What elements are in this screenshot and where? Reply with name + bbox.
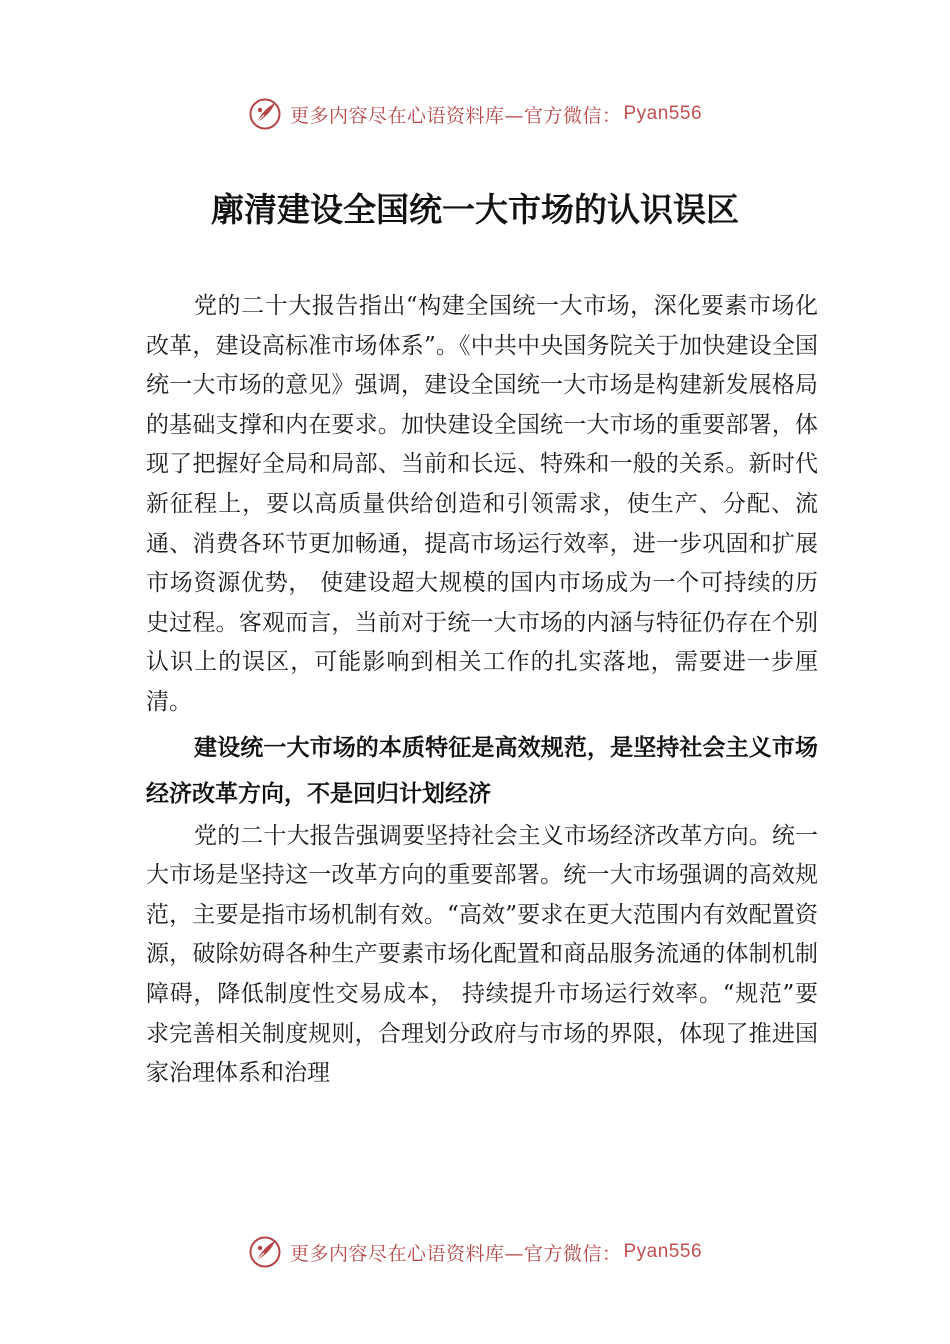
watermark-wechat-id: Pyan556 <box>623 103 703 124</box>
watermark-text: 更多内容尽在心语资料库—官方微信： <box>289 1242 622 1265</box>
section-heading: 建设统一大市场的本质特征是高效规范，是坚持社会主义市场经济改革方向，不是回归计划经济 <box>146 734 818 807</box>
document-title: 廓清建设全国统一大市场的认识误区 <box>211 190 739 229</box>
document-body <box>146 287 818 1094</box>
quill-logo-icon <box>248 97 282 131</box>
quill-logo-icon <box>248 1235 282 1269</box>
intro-paragraph: 党的二十大报告指出“构建全国统一大市场，深化要素市场化改革，建设高标准市场体系”。《中共中央国务院关于加快建设全国统一大市场的意见》强调，建设全国统一大市场是构建新发展格局的基础支撑和内在要求。加快建设全国统一大市场的重要部署，体现了把握好全局和局部、当前和长远、特殊和一般的关系。新时代新征程上，要以高质量供给创造和引领需求，使生产、分配、流通、消费各环节更加畅通，提高市场运行效率，进一步巩固和扩展市场资源优势， 使建设超大规模的国内市场成为一个可持续的历史过程。客观而言，当前对于统一大市场的内涵与特征仍存在个别认识上的误区，可能影响到相关工作的扎实落地，需要进一步厘清。 <box>146 293 818 715</box>
section-paragraph: 党的二十大报告强调要坚持社会主义市场经济改革方向。统一大市场是坚持这一改革方向的重要部署。统一大市场强调的高效规范，主要是指市场机制有效。“高效”要求在更大范围内有效配置资源，破除妨碍各种生产要素市场化配置和商品服务流通的体制机制障碍，降低制度性交易成本， 持续提升市场运行效率。“规范”要求完善相关制度规则，合理划分政府与市场的界限，体现了推进国家治理体系和治理 <box>146 822 818 1087</box>
footer-watermark <box>0 1232 950 1272</box>
watermark-text: 更多内容尽在心语资料库—官方微信： <box>289 104 622 127</box>
watermark-wechat-id: Pyan556 <box>623 1241 703 1262</box>
header-watermark <box>0 94 950 134</box>
